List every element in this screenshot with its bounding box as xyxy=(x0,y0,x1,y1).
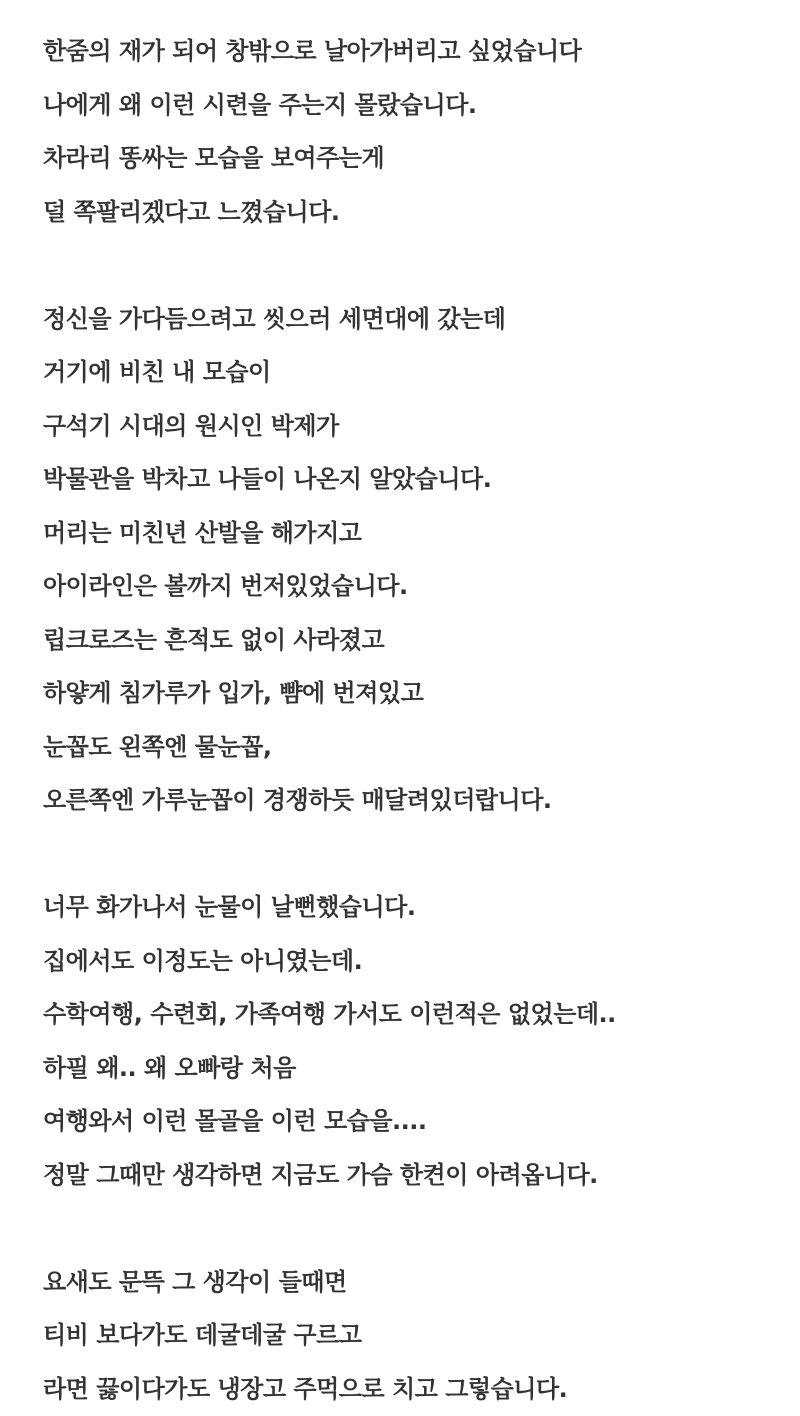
text-line: 정신을 가다듬으려고 씻으러 세면대에 갔는데 xyxy=(43,304,506,333)
text-line: 여행와서 이런 몰골을 이런 모습을.... xyxy=(43,1107,427,1135)
blank-line xyxy=(43,239,783,293)
text-line: 집에서도 이정도는 아니였는데. xyxy=(43,946,363,975)
text-line: 수학여행, 수련회, 가족여행 가서도 이런적은 없었는데.. xyxy=(43,1000,616,1028)
text-line: 덜 쪽팔리겠다고 느꼈습니다. xyxy=(43,197,340,226)
text-line: 너무 화가나서 눈물이 날뻔했습니다. xyxy=(43,893,416,921)
text-line: 하얗게 침가루가 입가, 뺨에 번져있고 xyxy=(43,679,424,707)
text-line: 박물관을 박차고 나들이 나온지 알았습니다. xyxy=(43,465,492,493)
text-line: 하필 왜.. 왜 오빠랑 처음 xyxy=(43,1053,296,1082)
text-line: 거기에 비친 내 모습이 xyxy=(43,358,271,386)
post-body xyxy=(43,25,783,1416)
text-line: 오른쪽엔 가루눈꼽이 경쟁하듯 매달려있더랍니다. xyxy=(43,786,552,814)
text-line: 구석기 시대의 원시인 박제가 xyxy=(43,411,339,440)
blank-line xyxy=(43,828,783,882)
text-line: 요새도 문뜩 그 생각이 들때면 xyxy=(43,1267,347,1296)
blank-line xyxy=(43,1202,783,1256)
text-line: 한줌의 재가 되어 창밖으로 날아가버리고 싶었습니다 xyxy=(43,37,582,65)
text-line: 아이라인은 볼까지 번저있었습니다. xyxy=(43,572,408,600)
text-line: 립크로즈는 흔적도 없이 사라졌고 xyxy=(43,625,385,654)
text-line: 나에게 왜 이런 시련을 주는지 몰랐습니다. xyxy=(43,90,477,119)
text-line: 라면 끓이다가도 냉장고 주먹으로 치고 그렇습니다. xyxy=(43,1374,568,1403)
text-line: 티비 보다가도 데굴데굴 구르고 xyxy=(43,1321,362,1349)
text-line: 머리는 미친년 산발을 해가지고 xyxy=(43,518,362,547)
text-line: 눈꼽도 왼쪽엔 물눈꼽, xyxy=(43,732,272,761)
text-line: 정말 그때만 생각하면 지금도 가슴 한켠이 아려옵니다. xyxy=(43,1160,598,1189)
text-line: 차라리 똥싸는 모습을 보여주는게 xyxy=(43,144,385,172)
